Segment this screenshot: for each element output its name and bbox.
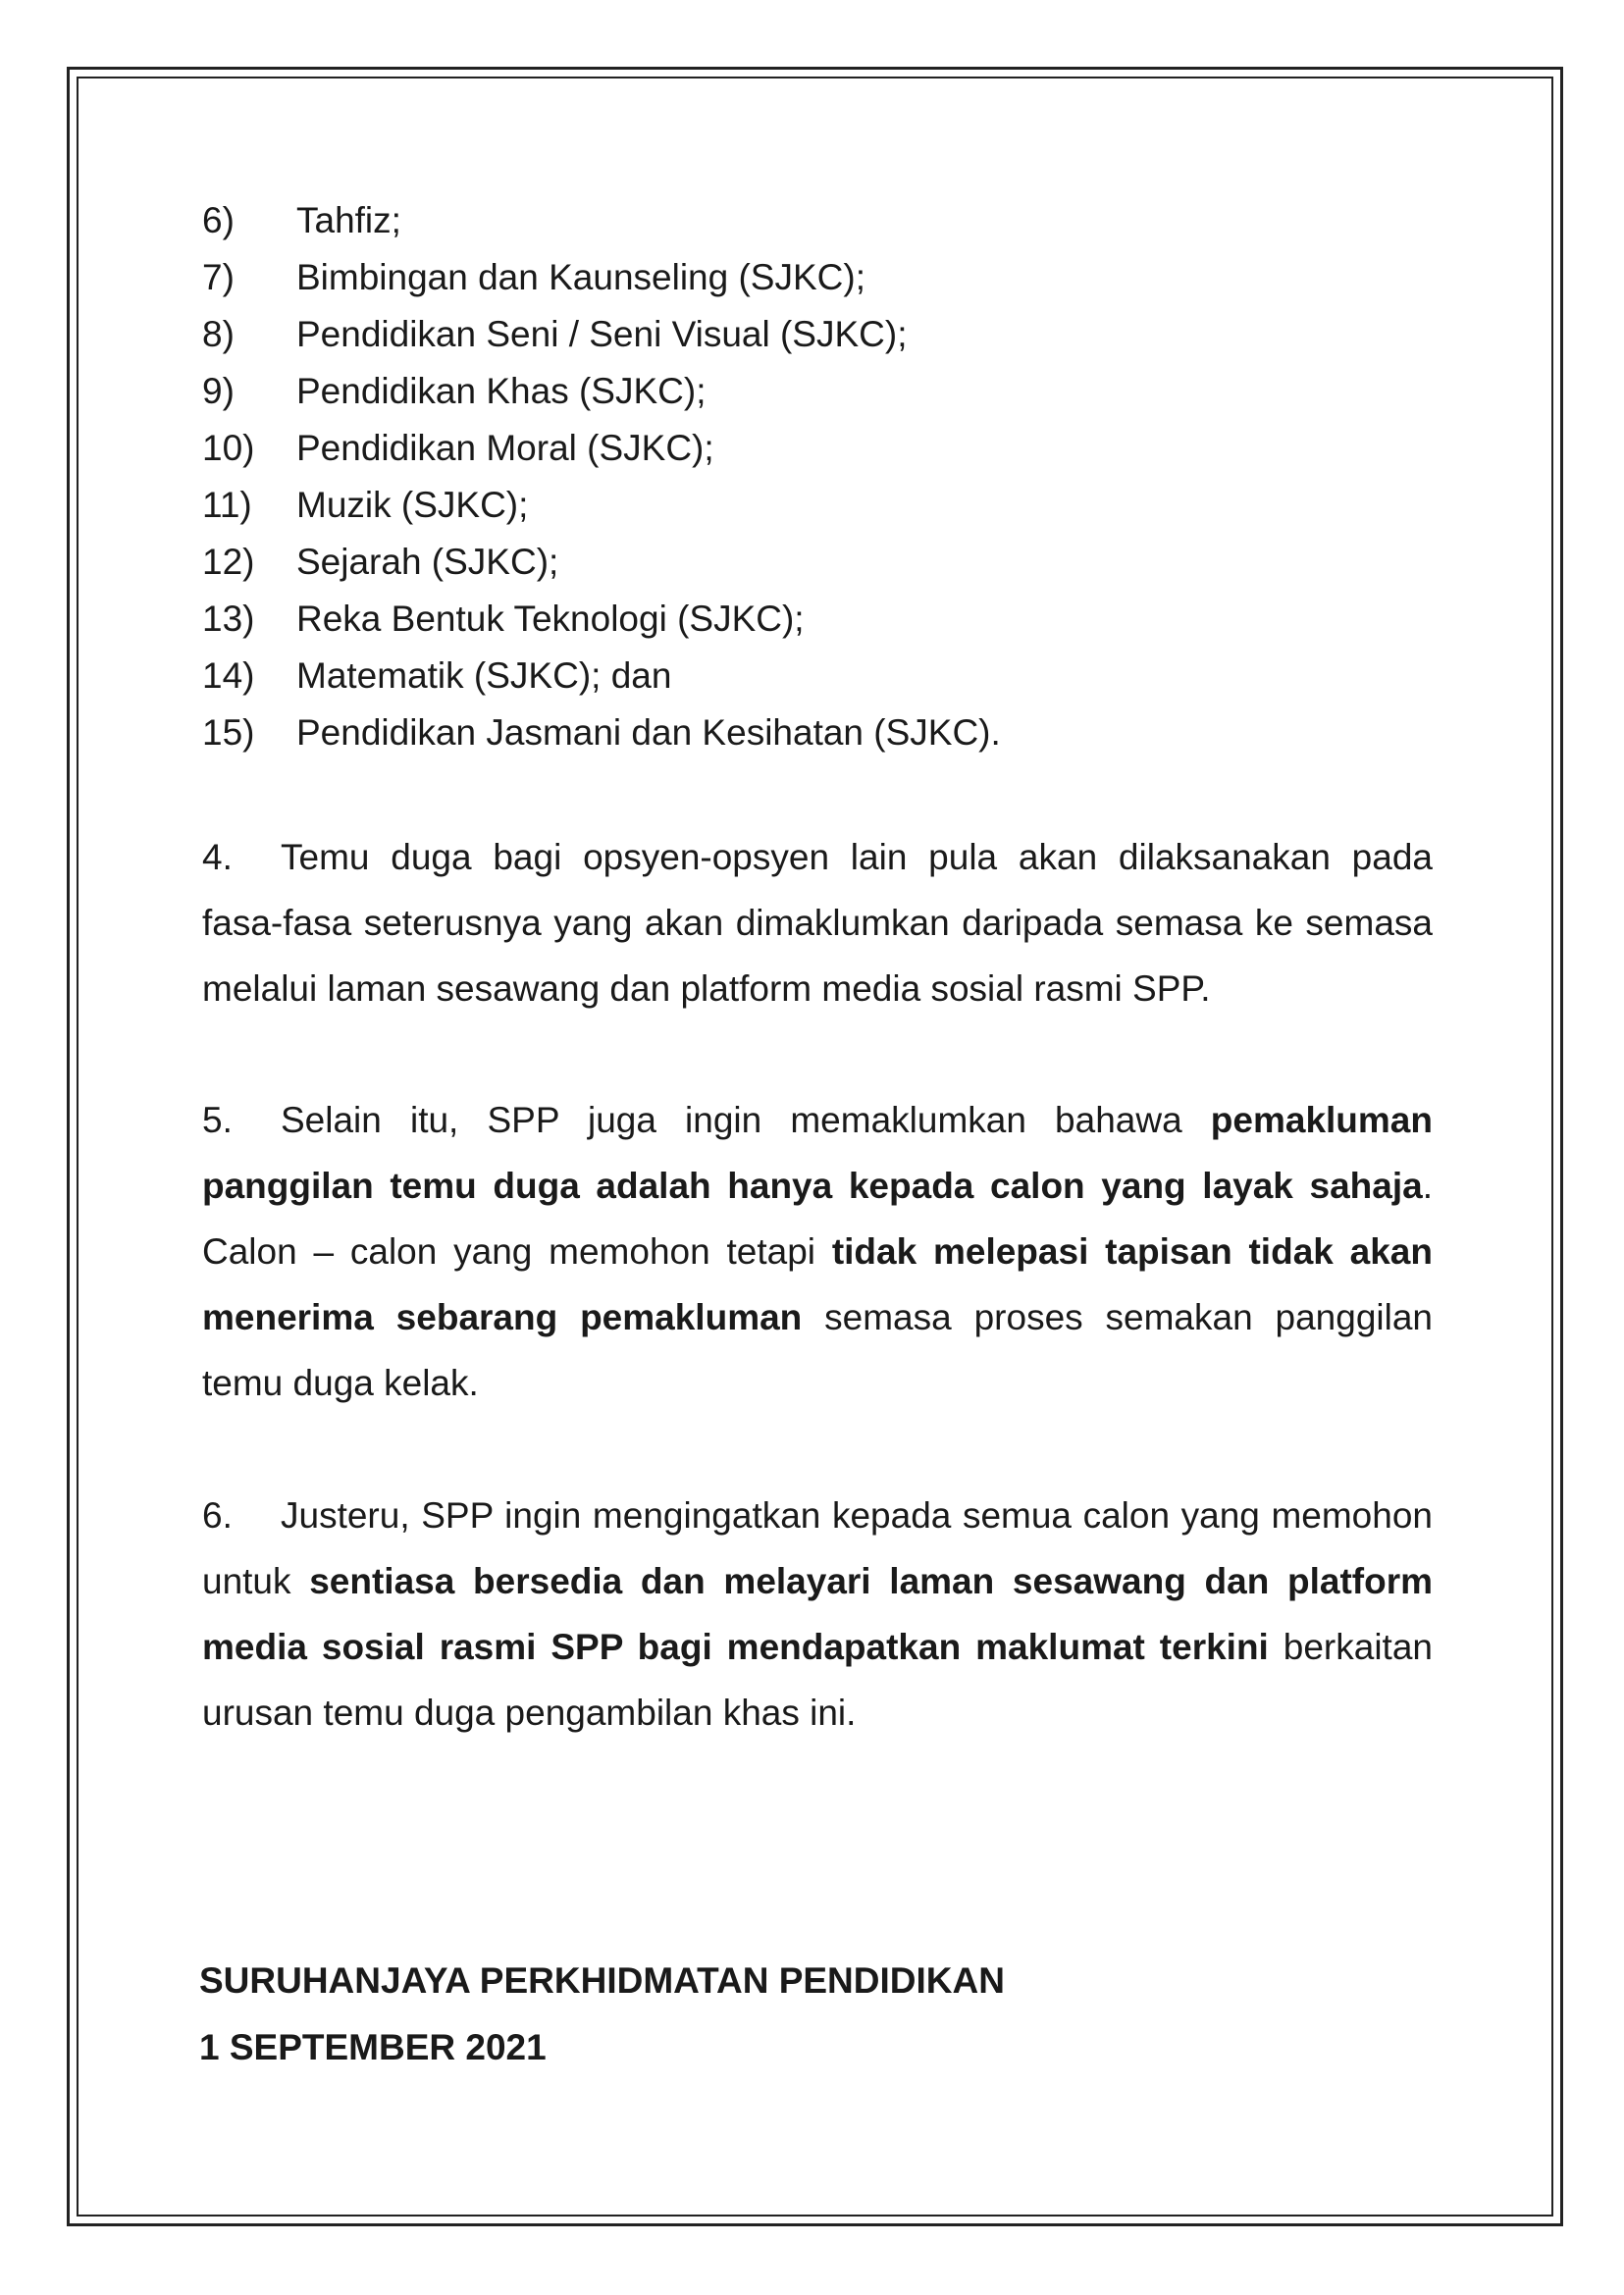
list-item bbox=[202, 704, 1429, 761]
paragraph-number: 6. bbox=[202, 1495, 233, 1536]
list-item-number: 15) bbox=[202, 712, 255, 753]
list-item-number: 11) bbox=[202, 485, 252, 525]
list-item-text: Bimbingan dan Kaunseling (SJKC); bbox=[296, 257, 865, 297]
list-item-number: 13) bbox=[202, 599, 255, 639]
signature-organization: SURUHANJAYA PERKHIDMATAN PENDIDIKAN bbox=[199, 1960, 1005, 2001]
list-item bbox=[202, 192, 1429, 249]
signature-date: 1 SEPTEMBER 2021 bbox=[199, 2027, 547, 2067]
paragraph-number: 4. bbox=[202, 837, 233, 877]
list-item-text: Muzik (SJKC); bbox=[296, 485, 529, 525]
paragraph-6 bbox=[202, 1483, 1433, 1746]
list-item bbox=[202, 591, 1429, 648]
paragraph-5 bbox=[202, 1087, 1433, 1416]
paragraph-4 bbox=[202, 824, 1433, 1021]
list-item bbox=[202, 363, 1429, 420]
list-item-text: Matematik (SJKC); dan bbox=[296, 655, 672, 696]
list-item-text: Tahfiz; bbox=[296, 200, 401, 240]
paragraph-text: Justeru, SPP ingin mengingatkan kepada semua calon yang memohon untuk bbox=[202, 1495, 1433, 1601]
list-item-number: 12) bbox=[202, 542, 255, 582]
list-item bbox=[202, 477, 1429, 534]
paragraph-text: Selain itu, SPP juga ingin memaklumkan bahawa bbox=[281, 1100, 1211, 1140]
list-item-number: 10) bbox=[202, 428, 255, 468]
paragraph-text: semasa proses semakan panggilan temu duga kelak. bbox=[202, 1297, 1434, 1403]
paragraph-text: berkaitan urusan temu duga pengambilan khas ini. bbox=[202, 1627, 1433, 1733]
list-item-number: 6) bbox=[202, 200, 235, 240]
list-item bbox=[202, 534, 1429, 591]
list-item bbox=[202, 306, 1429, 363]
paragraph-bold-text: pemakluman panggilan temu duga adalah hanya kepada calon yang layak sahaja bbox=[202, 1100, 1433, 1206]
paragraph-text: Temu duga bagi opsyen-opsyen lain pula akan dilaksanakan pada fasa-fasa seterusnya yang akan dimaklumkan daripada semasa ke semasa melalui laman sesawang dan platform media sosial rasmi SPP. bbox=[202, 837, 1433, 1009]
list-item-text: Pendidikan Jasmani dan Kesihatan (SJKC). bbox=[296, 712, 1001, 753]
paragraph-number: 5. bbox=[202, 1100, 233, 1140]
list-item bbox=[202, 420, 1429, 477]
list-item-number: 8) bbox=[202, 314, 235, 354]
list-item bbox=[202, 648, 1429, 704]
list-item-number: 7) bbox=[202, 257, 235, 297]
list-item-text: Pendidikan Khas (SJKC); bbox=[296, 371, 707, 411]
list-item-text: Reka Bentuk Teknologi (SJKC); bbox=[296, 599, 805, 639]
subject-list bbox=[202, 192, 1429, 761]
paragraph-text: . Calon – calon yang memohon tetapi bbox=[202, 1166, 1433, 1272]
list-item-number: 14) bbox=[202, 655, 255, 696]
list-item-text: Pendidikan Seni / Seni Visual (SJKC); bbox=[296, 314, 908, 354]
list-item-number: 9) bbox=[202, 371, 235, 411]
list-item-text: Pendidikan Moral (SJKC); bbox=[296, 428, 714, 468]
list-item-text: Sejarah (SJKC); bbox=[296, 542, 559, 582]
paragraph-bold-text: tidak melepasi tapisan tidak akan menerima sebarang pemakluman bbox=[202, 1231, 1433, 1337]
list-item bbox=[202, 249, 1429, 306]
paragraph-bold-text: sentiasa bersedia dan melayari laman sesawang dan platform media sosial rasmi SPP bagi mendapatkan maklumat terkini bbox=[202, 1561, 1434, 1667]
